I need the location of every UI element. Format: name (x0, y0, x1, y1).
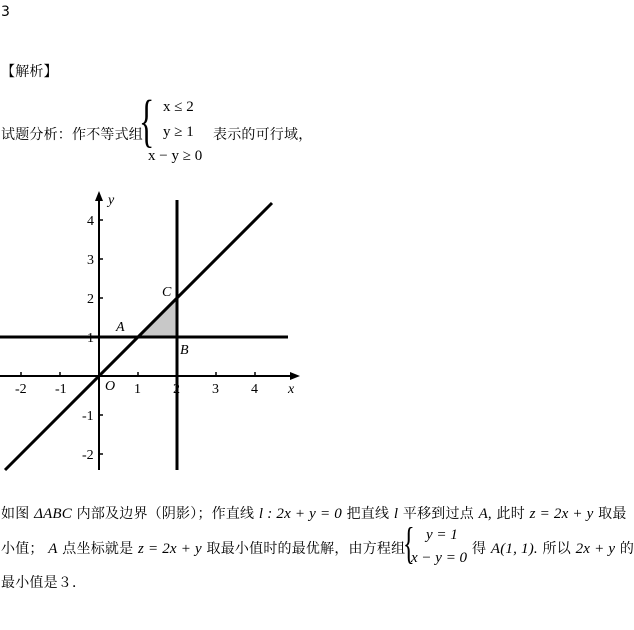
math-triangle-abc: ΔABC (34, 506, 72, 522)
text-segment: 内部及边界（阴影）；作直线 (76, 506, 255, 522)
point-label-c: C (162, 285, 172, 300)
x-tick-label: 3 (212, 382, 219, 397)
inequality-3: x − y ≥ 0 (148, 148, 203, 164)
text-segment: 取最小值时的最优解，由方程组 (206, 541, 406, 557)
math-a-coordinates: A(1, 1). (490, 541, 538, 557)
equation-1: y = 1 (426, 527, 458, 543)
left-brace-system: { (139, 88, 155, 153)
math-expression: 2x + y (575, 541, 616, 557)
text-segment: 把直线 (346, 506, 390, 522)
text-segment: 点坐标就是 (62, 541, 134, 557)
math-z: z = 2x + y (529, 506, 594, 522)
x-tick-label: 2 (173, 382, 180, 397)
x-tick-label: -2 (15, 382, 27, 397)
text-segment: 此时 (496, 506, 525, 522)
text-segment: 得 (472, 541, 487, 557)
point-label-b: B (180, 343, 189, 358)
left-brace-equations: { (403, 519, 415, 568)
conclusion-line-3: 最小值是３． (1, 575, 87, 591)
y-tick-label: -1 (82, 409, 94, 424)
analysis-suffix: 表示的可行域， (213, 127, 313, 143)
text-segment: 平移到过点 (402, 506, 474, 522)
x-axis-arrow (290, 372, 300, 380)
y-tick-label: 1 (87, 331, 94, 346)
section-title: 【解析】 (1, 64, 58, 80)
x-tick-label: -1 (55, 382, 67, 397)
text-segment: 小值； (1, 541, 44, 557)
x-tick-label: 1 (134, 382, 141, 397)
analysis-prefix: 试题分析：作不等式组 (1, 127, 143, 143)
conclusion-line-1 (1, 503, 627, 523)
math-point-a: A, (478, 506, 492, 522)
text-segment: 所以 (542, 541, 571, 557)
text-segment: 如图 (1, 506, 30, 522)
text-segment: 取最 (598, 506, 627, 522)
y-tick-label: 3 (87, 253, 94, 268)
text-segment: 的 (619, 541, 634, 557)
conclusion-line-2-part-1 (1, 538, 405, 558)
math-a: A (48, 541, 58, 557)
x-axis-label: x (288, 382, 295, 397)
y-tick-label: 2 (87, 292, 94, 307)
conclusion-line-2-part-2 (472, 538, 634, 558)
y-tick-label: -2 (82, 448, 94, 463)
math-z: z = 2x + y (137, 541, 202, 557)
answer-value: 3 (1, 4, 11, 20)
x-tick-label: 4 (251, 382, 258, 397)
math-l: l (393, 506, 399, 522)
origin-label: O (105, 379, 116, 394)
point-label-a: A (116, 320, 125, 335)
feasible-region-graph (0, 185, 310, 475)
math-line-l: l : 2x + y = 0 (258, 506, 342, 522)
y-tick-label: 4 (87, 214, 94, 229)
inequality-2: y ≥ 1 (163, 124, 194, 140)
equation-2: x − y = 0 (411, 550, 468, 566)
y-axis-arrow (95, 191, 103, 201)
inequality-1: x ≤ 2 (163, 99, 194, 115)
y-axis-label: y (108, 193, 115, 208)
